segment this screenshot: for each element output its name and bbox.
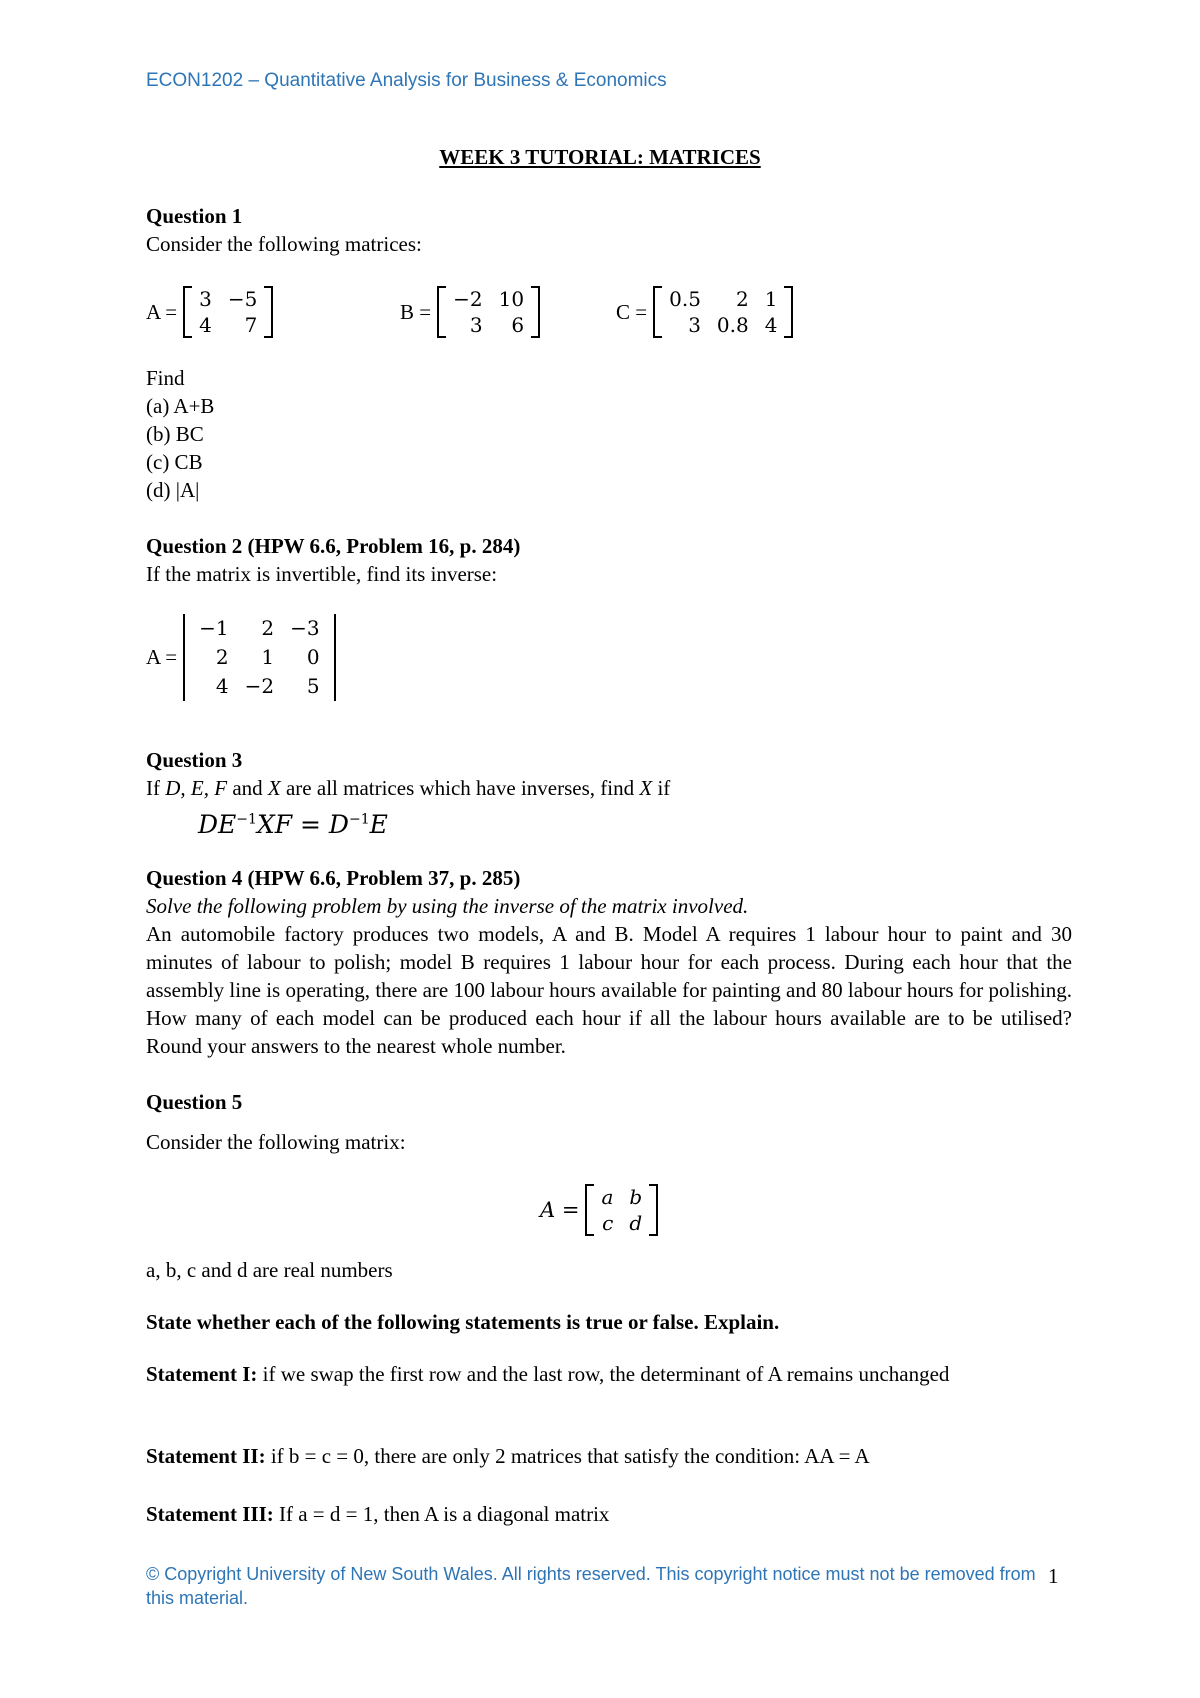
- matrix-cell: 1: [764, 287, 778, 311]
- statement-text: If a = d = 1, then A is a diagonal matrix: [273, 1502, 610, 1526]
- q5-heading: Question 5: [146, 1090, 243, 1114]
- matrix-cell: 0: [306, 644, 320, 669]
- q2-text: If the matrix is invertible, find its inverse:: [146, 562, 498, 586]
- q3-text-x: X: [639, 776, 653, 800]
- q3-text-part: and: [227, 776, 268, 800]
- q3-text: [146, 774, 670, 802]
- q3-text-part: if: [652, 776, 671, 800]
- q1-heading: Question 1: [146, 204, 243, 228]
- q1-part-a: (a) A+B: [146, 394, 215, 418]
- eq-part: E: [369, 810, 388, 839]
- matrix-cell: d: [629, 1211, 643, 1235]
- matrix-cell: −1: [199, 615, 229, 640]
- matrix-cell: 7: [244, 313, 258, 337]
- page-title: WEEK 3 TUTORIAL: MATRICES: [439, 145, 761, 169]
- q4-instruction: Solve the following problem by using the inverse of the matrix involved.: [146, 894, 749, 918]
- matrix-c-body: [653, 286, 793, 338]
- matrix-a: [146, 282, 273, 342]
- q2-matrix-body: [183, 614, 335, 701]
- eq-part: DE: [198, 810, 237, 839]
- matrix-cell: a: [601, 1185, 614, 1209]
- q4-heading: Question 4 (HPW 6.6, Problem 37, p. 285): [146, 866, 521, 890]
- matrix-cell: 3: [688, 313, 701, 337]
- statement-2: [146, 1442, 870, 1470]
- q5-intro: Consider the following matrix:: [146, 1130, 406, 1154]
- q5-matrix-body: [585, 1184, 658, 1236]
- q2-heading: Question 2 (HPW 6.6, Problem 16, p. 284): [146, 534, 521, 558]
- course-header: ECON1202 – Quantitative Analysis for Business & Economics: [146, 70, 667, 91]
- matrix-cell: 3: [199, 287, 212, 311]
- q1-part-d: (d) |A|: [146, 478, 200, 502]
- statement-label: Statement II:: [146, 1444, 266, 1468]
- statement-text: if b = c = 0, there are only 2 matrices that satisfy the condition: AA = A: [265, 1444, 870, 1468]
- matrix-b-label: B =: [400, 299, 432, 324]
- matrix-cell: 0.5: [669, 287, 701, 311]
- q3-text-x: X: [267, 776, 281, 800]
- q3-heading: Question 3: [146, 748, 243, 772]
- q3-text-part: If: [146, 776, 166, 800]
- matrix-a-body: [183, 286, 273, 338]
- matrix-c: [616, 282, 793, 342]
- statement-text: if we swap the first row and the last row, the determinant of A remains unchanged: [257, 1362, 950, 1386]
- q3-equation: [198, 810, 388, 839]
- q1-intro: Consider the following matrices:: [146, 232, 422, 256]
- q5-matrix-label: A =: [540, 1198, 580, 1222]
- matrix-cell: 4: [215, 673, 229, 698]
- matrix-b-body: [437, 286, 540, 338]
- eq-exponent: −1: [236, 811, 257, 828]
- matrix-cell: 2: [215, 644, 229, 669]
- copyright-footer: © Copyright University of New South Wales. All rights reserved. This copyright notice must not be removed from this material.: [146, 1564, 1036, 1608]
- statement-label: Statement III:: [146, 1502, 274, 1526]
- matrix-b: [400, 282, 540, 342]
- q1-part-c: (c) CB: [146, 450, 203, 474]
- q5-note: a, b, c and d are real numbers: [146, 1258, 393, 1282]
- matrix-cell: b: [629, 1185, 643, 1209]
- q5-matrix: [540, 1180, 658, 1240]
- q1-part-b: (b) BC: [146, 422, 204, 446]
- q3-text-vars: D, E, F: [165, 776, 228, 800]
- eq-exponent: −1: [348, 811, 370, 828]
- matrix-cell: 4: [764, 313, 778, 337]
- matrix-cell: −2: [244, 673, 275, 698]
- matrix-cell: 5: [306, 673, 320, 698]
- q2-matrix: [146, 612, 336, 702]
- q4-body: An automobile factory produces two models, A and B. Model A requires 1 labour hour to paint and 30 minutes of labour to polish; model B requires 1 labour hour for each process. During each hour that the assembly line is operating, there are 100 labour hours available for painting and 80 labour hours for polishing. How many of each model can be produced each hour if all the labour hours available are to be utilised? Round your answers to the nearest whole number.: [146, 922, 1072, 1058]
- matrix-cell: 2: [736, 287, 749, 311]
- matrix-cell: 10: [498, 287, 525, 311]
- statement-3: [146, 1500, 609, 1528]
- matrix-cell: 1: [261, 644, 275, 669]
- q2-matrix-label: A =: [146, 644, 178, 669]
- matrix-cell: 6: [511, 313, 525, 337]
- matrix-cell: 3: [469, 313, 483, 337]
- q1-matrices: [146, 282, 1046, 342]
- statement-label: Statement I:: [146, 1362, 258, 1386]
- page-number: 1: [1048, 1564, 1059, 1588]
- matrix-cell: −5: [227, 287, 258, 311]
- eq-part: XF = D: [256, 810, 349, 839]
- q1-find: Find: [146, 366, 185, 390]
- q5-instruction: State whether each of the following statements is true or false. Explain.: [146, 1310, 780, 1334]
- q3-text-part: are all matrices which have inverses, find: [280, 776, 640, 800]
- matrix-cell: 2: [261, 615, 275, 640]
- matrix-cell: −3: [290, 615, 320, 640]
- matrix-cell: 4: [199, 313, 212, 337]
- matrix-cell: −2: [453, 287, 483, 311]
- matrix-cell: 0.8: [716, 313, 749, 337]
- matrix-c-label: C =: [616, 299, 648, 324]
- statement-1: [146, 1360, 1006, 1388]
- matrix-a-label: A =: [146, 299, 178, 324]
- matrix-cell: c: [602, 1211, 614, 1235]
